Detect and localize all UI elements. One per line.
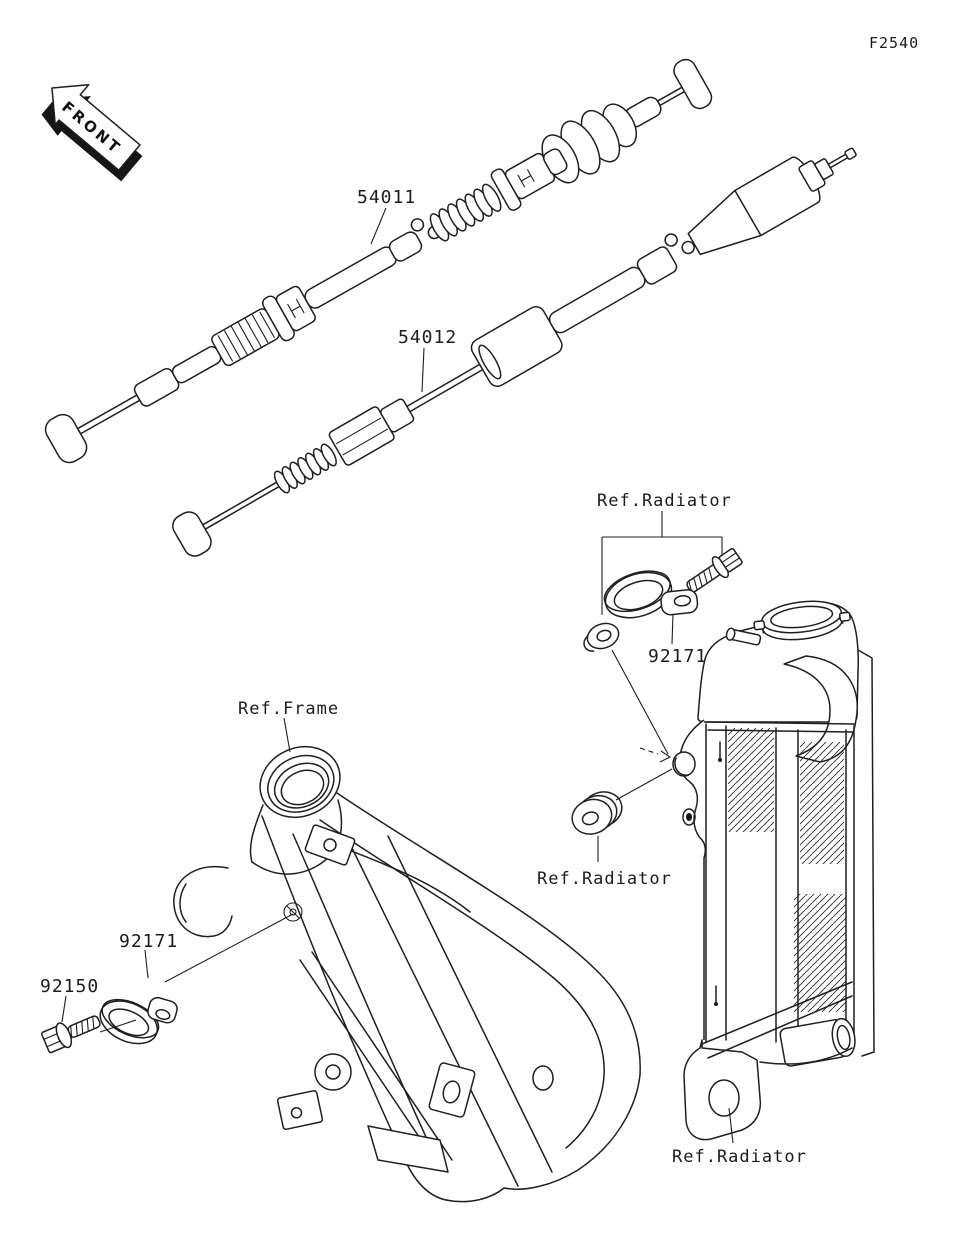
grommet-middle-drawing [566,787,627,839]
part-label-54011: 54011 [357,187,417,208]
front-arrow-label: FRONT [58,97,126,159]
ref-radiator-top-label: Ref.Radiator [597,491,732,511]
clamp-top-assembly [579,545,744,654]
part-label-92150: 92150 [40,976,100,997]
radiator-drawing [673,596,874,1139]
radiator-outlet-pipe [779,1017,857,1067]
front-arrow [31,68,155,186]
ref-radiator-middle-label: Ref.Radiator [537,869,672,889]
part-label-92171-bottom: 92171 [119,931,179,952]
part-label-92171-top: 92171 [648,646,708,667]
bolt-92150-drawing [40,1008,104,1055]
clamp-band-drawing [94,976,182,1057]
page-code: F2540 [869,34,920,52]
radiator-bottom-bracket [684,1040,760,1140]
ref-frame-label: Ref.Frame [238,699,340,719]
ref-radiator-bottom-label: Ref.Radiator [672,1147,807,1167]
part-label-54012: 54012 [398,327,458,348]
grommet-top-drawing [579,619,622,654]
radiator-mount-hole [673,752,695,776]
frame-drawing [174,734,640,1201]
